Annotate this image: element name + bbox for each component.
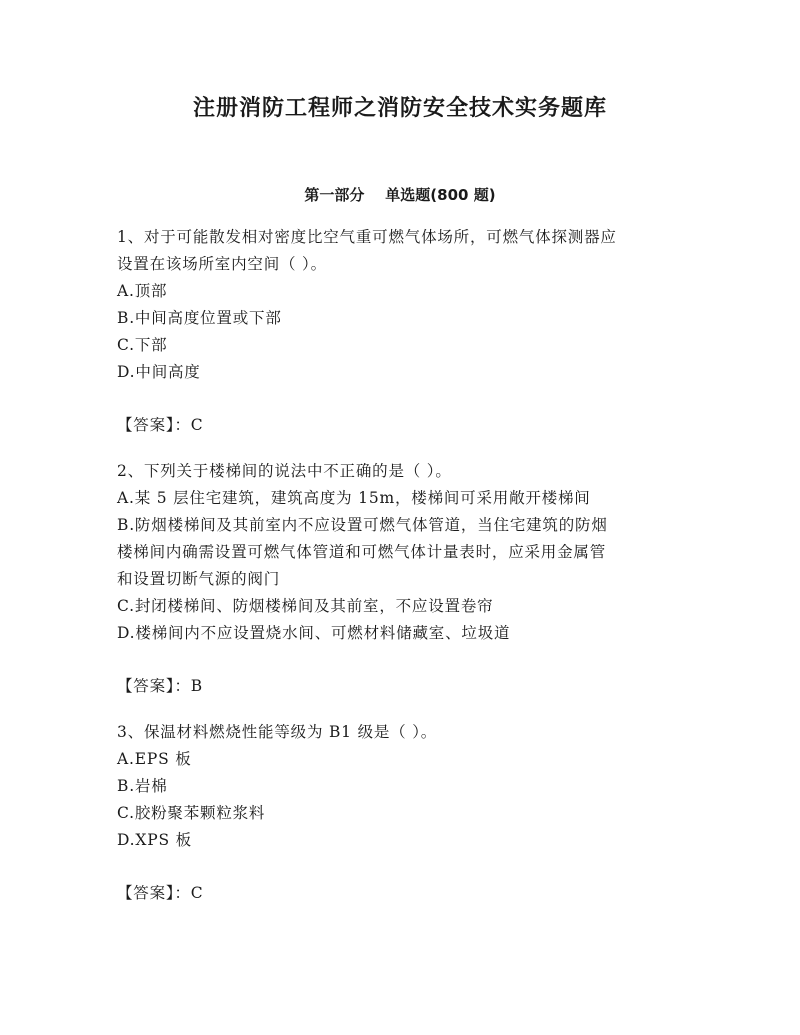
option-c: C.下部 <box>117 336 168 354</box>
option-a: A.某 5 层住宅建筑，建筑高度为 15m，楼梯间可采用敞开楼梯间 <box>117 489 591 507</box>
question-stem-line: 2、下列关于楼梯间的说法中不正确的是（ ）。 <box>117 462 452 480</box>
answer-line: 【答案】：C <box>117 416 204 434</box>
answer-line: 【答案】：B <box>117 677 203 695</box>
option-c: C.胶粉聚苯颗粒浆料 <box>117 804 266 822</box>
question-stem-line: 1、对于可能散发相对密度比空气重可燃气体场所，可燃气体探测器应 <box>117 228 617 246</box>
question-2 <box>117 458 687 700</box>
option-b: B.中间高度位置或下部 <box>117 309 282 327</box>
question-stem-line: 3、保温材料燃烧性能等级为 B1 级是（ ）。 <box>117 723 438 741</box>
question-list <box>117 224 687 926</box>
option-a: A.顶部 <box>117 282 168 300</box>
option-d: D.楼梯间内不应设置烧水间、可燃材料储藏室、垃圾道 <box>117 624 511 642</box>
option-b: B.防烟楼梯间及其前室内不应设置可燃气体管道，当住宅建筑的防烟 <box>117 516 608 534</box>
document-title: 注册消防工程师之消防安全技术实务题库 <box>192 96 607 121</box>
option-d: D.中间高度 <box>117 363 201 381</box>
option-c: C.封闭楼梯间、防烟楼梯间及其前室，不应设置卷帘 <box>117 597 494 615</box>
section-title: 第一部分 单选题(800 题) <box>304 186 496 204</box>
option-b-continued: 楼梯间内确需设置可燃气体管道和可燃气体计量表时，应采用金属管 <box>117 543 607 561</box>
question-3 <box>117 719 687 907</box>
option-d: D.XPS 板 <box>117 831 192 849</box>
option-b: B.岩棉 <box>117 777 168 795</box>
question-1 <box>117 224 687 439</box>
question-stem-line: 设置在该场所室内空间（ ）。 <box>117 255 327 273</box>
option-a: A.EPS 板 <box>117 750 192 768</box>
option-b-continued: 和设置切断气源的阀门 <box>117 570 281 588</box>
answer-line: 【答案】：C <box>117 884 204 902</box>
